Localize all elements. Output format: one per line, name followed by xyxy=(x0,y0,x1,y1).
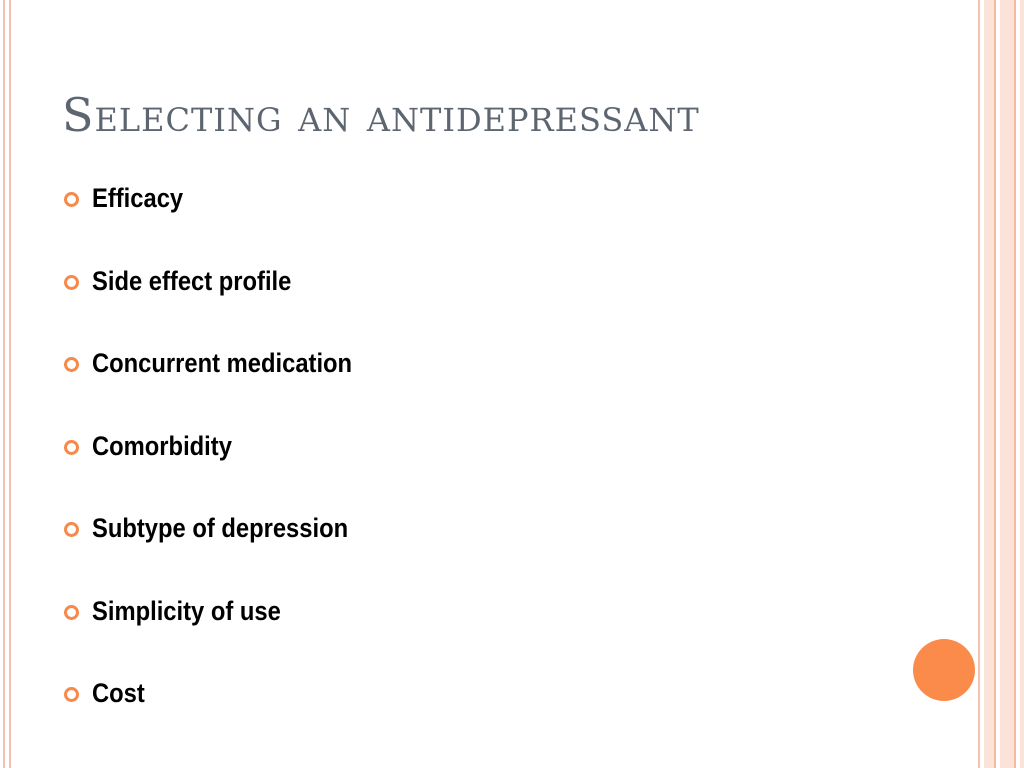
frame-stripe xyxy=(1020,0,1024,768)
bullet-item xyxy=(64,178,388,261)
bullet-circle-icon xyxy=(64,275,79,290)
bullet-circle-icon xyxy=(64,357,79,372)
bullet-text: Efficacy xyxy=(92,183,184,213)
bullet-list xyxy=(64,178,388,756)
bullet-circle-icon xyxy=(64,687,79,702)
bullet-text: Cost xyxy=(92,678,145,708)
bullet-item xyxy=(64,426,388,509)
orange-circle-decoration xyxy=(913,639,975,701)
frame-stripe xyxy=(994,0,996,768)
bullet-item xyxy=(64,508,388,591)
frame-stripe xyxy=(1000,0,1014,768)
frame-stripe xyxy=(1014,0,1016,768)
bullet-circle-icon xyxy=(64,440,79,455)
frame-stripe xyxy=(984,0,994,768)
left-border-decoration xyxy=(0,0,11,768)
frame-stripe xyxy=(978,0,980,768)
bullet-circle-icon xyxy=(64,605,79,620)
bullet-text: Simplicity of use xyxy=(92,595,281,626)
bullet-item xyxy=(64,591,388,674)
left-border-line xyxy=(3,0,5,768)
bullet-text: Concurrent medication xyxy=(92,348,353,378)
bullet-text: Comorbidity xyxy=(92,430,232,461)
slide-title: Selecting an antidepressant xyxy=(62,88,700,142)
bullet-circle-icon xyxy=(64,522,79,537)
bullet-item xyxy=(64,673,388,756)
bullet-text: Subtype of depression xyxy=(92,513,349,543)
bullet-item xyxy=(64,261,388,344)
bullet-circle-icon xyxy=(64,192,79,207)
bullet-text: Side effect profile xyxy=(92,265,292,296)
right-frame-decoration xyxy=(978,0,1024,768)
bullet-item xyxy=(64,343,388,426)
